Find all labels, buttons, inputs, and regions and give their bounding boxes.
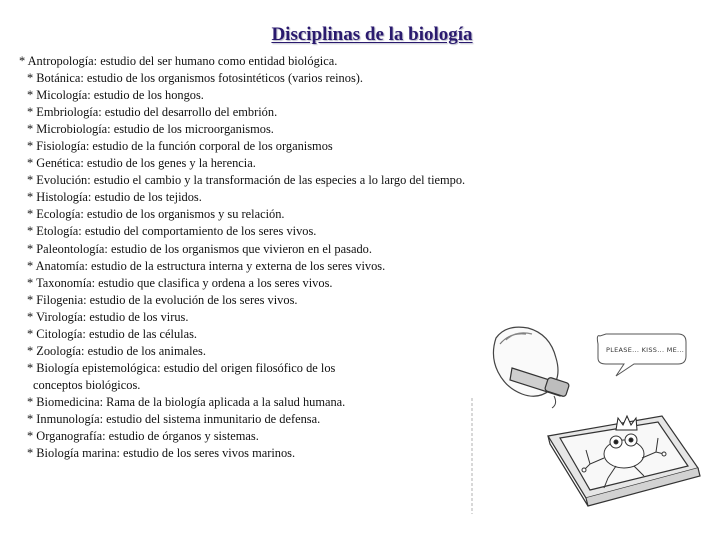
list-item-continuation: conceptos biológicos.	[33, 377, 141, 392]
list-item: * Virología: estudio de los virus.	[27, 309, 189, 324]
list-item: * Histología: estudio de los tejidos.	[27, 190, 202, 205]
list-item: * Evolución: estudio el cambio y la transformación de las especies a lo largo del tiempo.	[27, 173, 466, 188]
slide-title: Disciplinas de la biología	[271, 24, 473, 45]
list-item: * Embriología: estudio del desarrollo del embrión.	[27, 105, 278, 120]
list-item: * Antropología: estudio del ser humano como entidad biológica.	[19, 54, 338, 68]
list-item: * Etología: estudio del comportamiento de los seres vivos.	[27, 224, 317, 239]
list-item: * Filogenia: estudio de la evolución de los seres vivos.	[27, 292, 298, 307]
disciplines-list	[19, 53, 539, 462]
list-item: * Microbiología: estudio de los microorganismos.	[27, 122, 274, 137]
list-item: * Fisiología: estudio de la función corporal de los organismos	[27, 139, 333, 154]
list-item: * Genética: estudio de los genes y la herencia.	[27, 156, 256, 171]
list-item: * Citología: estudio de las células.	[27, 326, 197, 341]
list-item: * Paleontología: estudio de los organismos que vivieron en el pasado.	[27, 241, 372, 256]
list-item: * Ecología: estudio de los organismos y su relación.	[27, 207, 285, 222]
list-item: * Biología marina: estudio de los seres vivos marinos.	[27, 446, 296, 461]
list-item: * Botánica: estudio de los organismos fotosintéticos (varios reinos).	[27, 71, 363, 86]
list-item-line: * Biología epistemológica: estudio del origen filosófico de los	[27, 360, 336, 375]
list-item: * Taxonomía: estudio que clasifica y ordena a los seres vivos.	[27, 275, 333, 290]
list-item: * Zoología: estudio de los animales.	[27, 343, 206, 358]
list-item: * Anatomía: estudio de la estructura interna y externa de los seres vivos.	[27, 258, 386, 273]
list-item	[19, 360, 407, 394]
crown-icon	[616, 416, 637, 430]
speech-bubble	[597, 334, 686, 376]
list-item: * Inmunología: estudio del sistema inmunitario de defensa.	[27, 411, 321, 426]
speech-bubble-text: PLEASE... KISS... ME...	[606, 346, 685, 354]
list-item: * Biomedicina: Rama de la biología aplicada a la salud humana.	[27, 394, 346, 409]
list-item: * Micología: estudio de los hongos.	[27, 88, 204, 103]
frog-dissection-cartoon	[466, 318, 706, 528]
list-item: * Organografía: estudio de órganos y sistemas.	[27, 429, 259, 444]
